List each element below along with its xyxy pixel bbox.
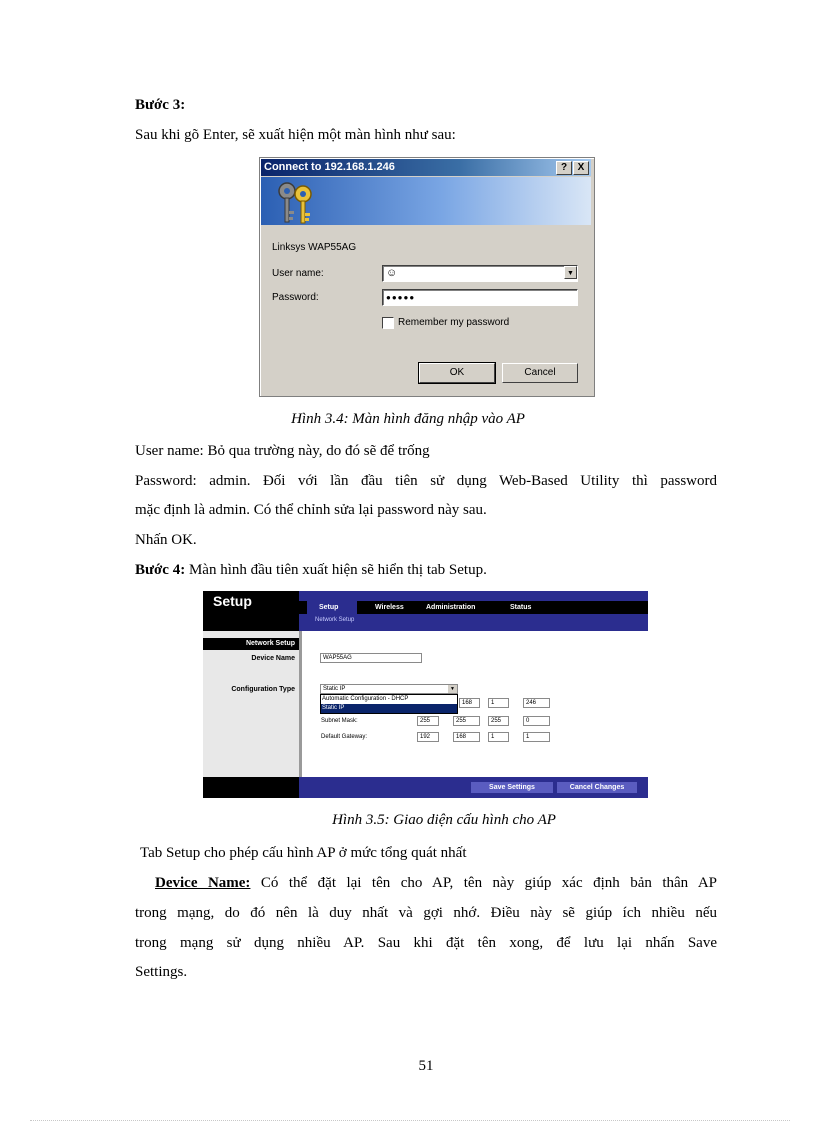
password-note-line2: mặc định là admin. Có thể chỉnh sửa lại password này sau. bbox=[135, 502, 487, 518]
subnet-octet-4[interactable]: 0 bbox=[523, 716, 550, 726]
subnet-octet-3[interactable]: 255 bbox=[488, 716, 509, 726]
ip-octet-3[interactable]: 1 bbox=[488, 698, 509, 708]
step4-paragraph bbox=[135, 560, 487, 580]
username-label: User name: bbox=[272, 268, 324, 279]
gateway-octet-3[interactable]: 1 bbox=[488, 732, 509, 742]
device-name-paragraph-line3: trong mạng sử dụng nhiều AP. Sau khi đặt tên xong, để lưu lại nhấn Save bbox=[135, 935, 717, 951]
device-name-term: Device Name: bbox=[155, 875, 251, 891]
dialog-title-bar[interactable] bbox=[261, 159, 591, 176]
keys-icon bbox=[273, 181, 323, 225]
tab-status[interactable]: Status bbox=[510, 604, 532, 611]
device-name-label: Device Name bbox=[251, 655, 295, 662]
chevron-down-icon[interactable]: ▼ bbox=[448, 685, 457, 693]
press-ok-note: Nhấn OK. bbox=[135, 532, 197, 548]
subtab-network-setup[interactable]: Network Setup bbox=[315, 617, 355, 623]
password-label: Password: bbox=[272, 292, 319, 303]
tab-setup[interactable]: Setup bbox=[319, 604, 339, 611]
setup-footer-left bbox=[203, 777, 299, 798]
tab-wireless[interactable]: Wireless bbox=[375, 604, 404, 611]
user-icon: ☺ bbox=[386, 267, 398, 279]
subnet-octet-1[interactable]: 255 bbox=[417, 716, 439, 726]
section-label: Network Setup bbox=[245, 640, 295, 647]
close-button[interactable]: X bbox=[573, 161, 589, 175]
ok-button[interactable]: OK bbox=[419, 363, 495, 383]
password-note-line1: Password: admin. Đối với lần đầu tiên sử dụng Web-Based Utility thì password bbox=[135, 473, 717, 489]
cancel-changes-button[interactable]: Cancel Changes bbox=[557, 782, 637, 793]
gateway-label: Default Gateway: bbox=[321, 734, 368, 740]
step4-heading: Bước 4: bbox=[135, 562, 186, 578]
config-type-label: Configuration Type bbox=[231, 686, 295, 693]
config-option-dhcp[interactable]: Automatic Configuration - DHCP bbox=[322, 696, 409, 702]
ip-octet-2[interactable]: 168 bbox=[459, 698, 480, 708]
dialog-title: Connect to 192.168.1.246 bbox=[264, 161, 395, 173]
step3-intro: Sau khi gõ Enter, sẽ xuất hiện một màn hình như sau: bbox=[135, 127, 456, 143]
device-name-paragraph-line1 bbox=[155, 873, 717, 893]
config-selected: Static IP bbox=[323, 686, 346, 692]
login-dialog bbox=[259, 157, 595, 397]
figure-caption-3-5: Hình 3.5: Giao diện cấu hình cho AP bbox=[332, 812, 556, 828]
step3-heading: Bước 3: bbox=[135, 97, 186, 113]
gateway-octet-1[interactable]: 192 bbox=[417, 732, 439, 742]
dialog-banner bbox=[261, 177, 591, 225]
remember-checkbox[interactable] bbox=[382, 317, 394, 329]
remember-label: Remember my password bbox=[398, 317, 510, 328]
gateway-octet-4[interactable]: 1 bbox=[523, 732, 550, 742]
device-name-paragraph-line4: Settings. bbox=[135, 964, 188, 980]
setup-sidebar bbox=[203, 631, 299, 777]
save-settings-button[interactable]: Save Settings bbox=[471, 782, 553, 793]
realm-label: Linksys WAP55AG bbox=[272, 242, 357, 253]
config-type-select[interactable] bbox=[320, 684, 458, 694]
page-bottom-rule bbox=[30, 1120, 790, 1121]
help-button[interactable]: ? bbox=[556, 161, 572, 175]
sidebar-divider bbox=[299, 631, 302, 777]
password-input[interactable] bbox=[382, 289, 578, 306]
username-note: User name: Bỏ qua trường này, do đó sẽ để trống bbox=[135, 443, 430, 459]
figure-caption-3-4: Hình 3.4: Màn hình đăng nhập vào AP bbox=[291, 411, 525, 427]
subnet-label: Subnet Mask: bbox=[321, 718, 358, 724]
device-name-text-1: Có thể đặt lại tên cho AP, tên này giúp xác định bản thân AP bbox=[250, 875, 717, 891]
tab-administration[interactable]: Administration bbox=[426, 604, 476, 611]
gateway-octet-2[interactable]: 168 bbox=[453, 732, 480, 742]
tab-setup-note: Tab Setup cho phép cấu hình AP ở mức tổng quát nhất bbox=[140, 845, 467, 861]
config-option-static[interactable]: Static IP bbox=[322, 705, 345, 711]
ip-octet-4[interactable]: 246 bbox=[523, 698, 550, 708]
page-number: 51 bbox=[418, 1058, 434, 1074]
device-name-input[interactable]: WAP55AG bbox=[320, 653, 422, 663]
setup-title: Setup bbox=[213, 593, 252, 609]
cancel-button[interactable]: Cancel bbox=[502, 363, 578, 383]
chevron-down-icon[interactable]: ▼ bbox=[564, 266, 577, 279]
setup-screen bbox=[203, 591, 648, 798]
subnet-octet-2[interactable]: 255 bbox=[453, 716, 480, 726]
device-name-paragraph-line2: trong mạng, do đó nên là duy nhất và gợi nhớ. Điều này sẽ giúp ích nhiều nếu bbox=[135, 905, 717, 921]
password-value: ●●●●● bbox=[386, 293, 416, 302]
step4-text: Màn hình đầu tiên xuất hiện sẽ hiển thị tab Setup. bbox=[188, 562, 487, 578]
username-combobox[interactable] bbox=[382, 265, 578, 282]
